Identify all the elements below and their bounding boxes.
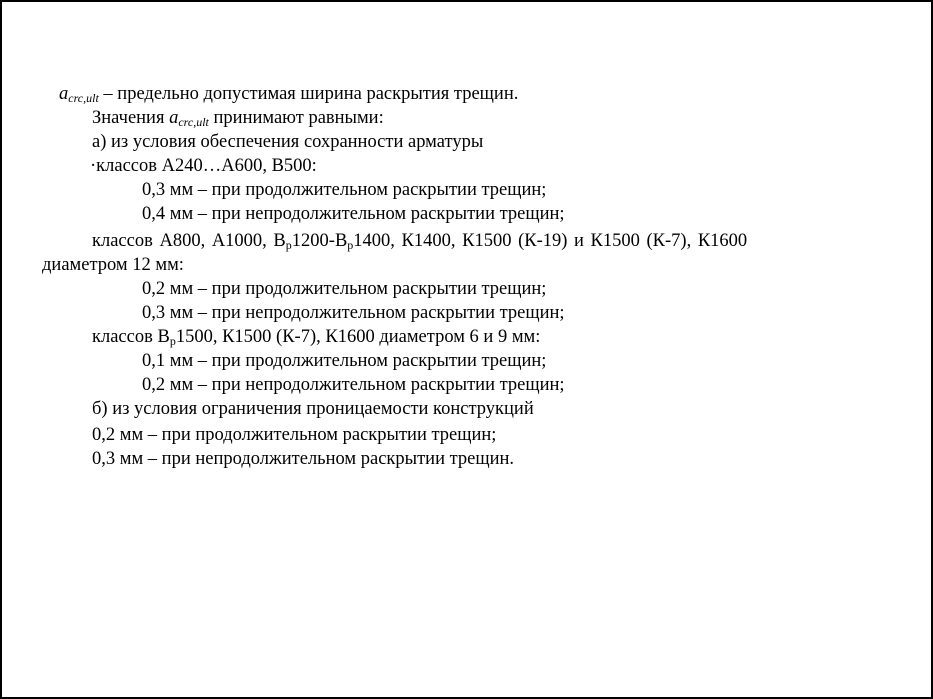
group2-sub2: р: [347, 238, 354, 252]
symbol-base: a: [169, 108, 179, 128]
group3-heading: [92, 325, 540, 349]
group2-heading: [92, 229, 747, 253]
group2-short: 0,3 мм – при непродолжительном раскрытии трещин;: [142, 303, 565, 323]
group3-short: 0,2 мм – при непродолжительном раскрытии трещин;: [142, 375, 565, 395]
item-a-heading: а) из условия обеспечения сохранности арматуры: [92, 132, 484, 152]
definition-line: [59, 82, 518, 106]
item-b-short: 0,3 мм – при непродолжительном раскрытии трещин.: [92, 449, 515, 469]
symbol-base: a: [59, 84, 69, 104]
item-b-long: 0,2 мм – при продолжительном раскрытии трещин;: [92, 425, 497, 445]
item-b-heading: б) из условия ограничения проницаемости конструкций: [92, 399, 534, 419]
group1-short: 0,4 мм – при непродолжительном раскрытии трещин;: [142, 204, 565, 224]
group2-heading-part2: 1200-В: [291, 231, 348, 251]
symbol-subscript: crc,ult: [178, 115, 209, 129]
group2-heading-part3: 1400, К1400, К1500 (К-19) и К1500 (К-7), К1600: [353, 231, 748, 251]
symbol-subscript: crc,ult: [68, 91, 99, 105]
values-intro-after: принимают равными:: [213, 108, 384, 128]
group2-sub1: р: [285, 238, 292, 252]
crack-width-symbol: [59, 84, 99, 104]
group3-heading-part2: 1500, К1500 (К-7), К1600 диаметром 6 и 9 мм:: [175, 327, 541, 347]
group2-heading-cont: диаметром 12 мм:: [42, 255, 184, 275]
values-intro-line: [92, 106, 384, 130]
crack-width-symbol-inline: [169, 108, 209, 128]
group3-sub1: р: [169, 334, 176, 348]
group3-heading-part1: классов В: [92, 327, 170, 347]
definition-text: – предельно допустимая ширина раскрытия трещин.: [103, 84, 519, 104]
group3-long: 0,1 мм – при продолжительном раскрытии трещин;: [142, 351, 547, 371]
group1-long: 0,3 мм – при продолжительном раскрытии трещин;: [142, 180, 547, 200]
group1-heading: ·классов А240…А600, В500:: [90, 156, 317, 176]
values-intro-before: Значения: [92, 108, 165, 128]
group2-long: 0,2 мм – при продолжительном раскрытии трещин;: [142, 279, 547, 299]
group2-heading-part1: классов А800, А1000, В: [92, 231, 286, 251]
